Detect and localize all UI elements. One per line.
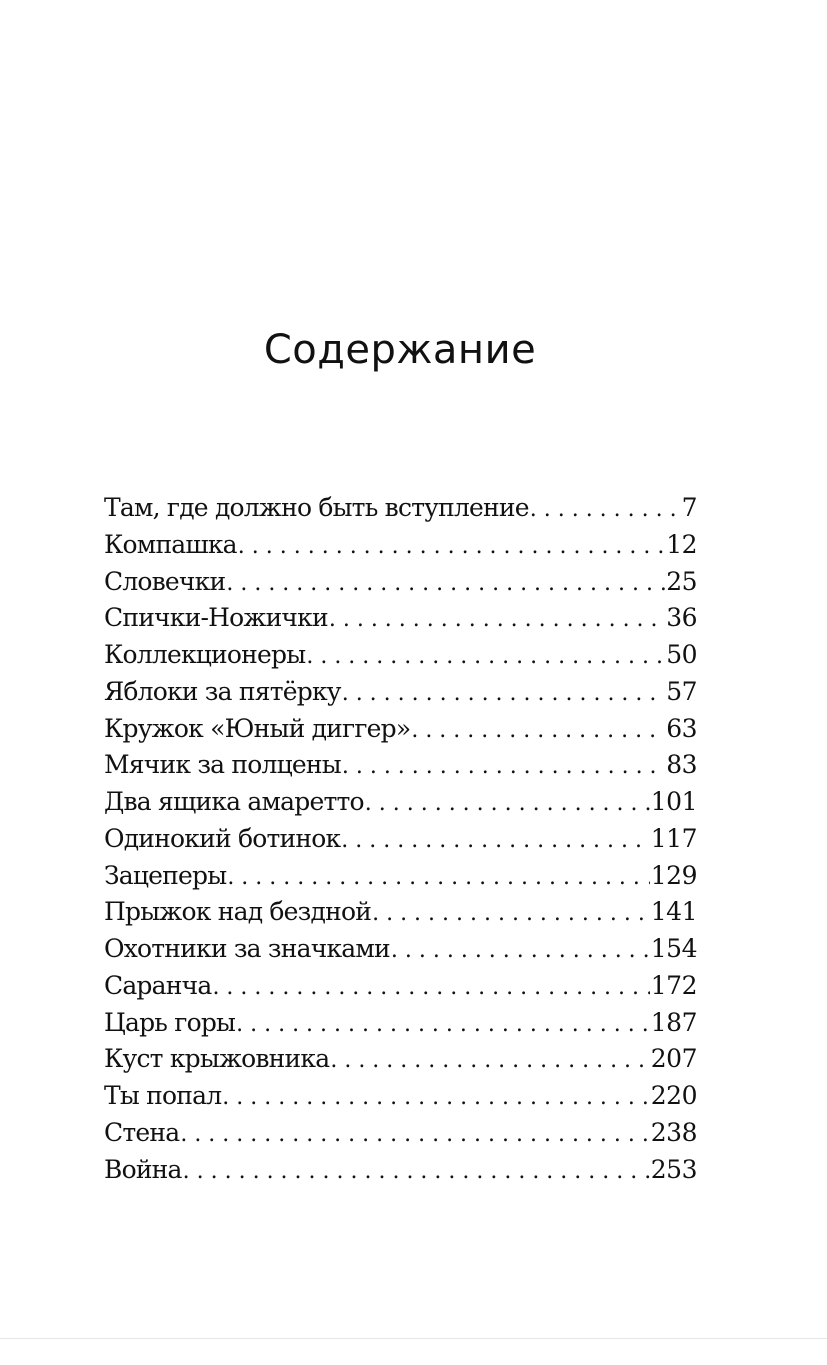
toc-entry xyxy=(104,1041,697,1078)
toc-entry-title: Война xyxy=(104,1154,182,1184)
toc-entry-page: 238 xyxy=(650,1117,697,1147)
toc-entry-page: 129 xyxy=(650,860,697,890)
toc-entry-title: Охотники за значками xyxy=(104,934,390,963)
toc-leader-dots xyxy=(222,1080,649,1115)
toc-entry xyxy=(104,674,697,711)
toc-entry-title: Спички-Ножички xyxy=(104,603,328,633)
toc-entry-page: 207 xyxy=(650,1044,697,1074)
toc-entry-title: Компашка xyxy=(104,529,237,559)
toc-entry xyxy=(104,1078,697,1115)
toc-leader-dots xyxy=(236,1007,650,1042)
toc-entry xyxy=(104,1115,697,1152)
toc-entry-title: Мячик за полцены xyxy=(104,750,341,780)
toc-entry-page: 172 xyxy=(650,970,697,1000)
toc-entry-title: Царь горы xyxy=(104,1007,236,1037)
toc-entry-page: 187 xyxy=(650,1007,697,1037)
toc-leader-dots xyxy=(342,676,665,711)
toc-entry-page: 12 xyxy=(666,529,697,559)
toc-entry-page: 101 xyxy=(650,787,697,816)
toc-leader-dots xyxy=(180,1117,649,1152)
toc-entry xyxy=(104,564,697,601)
toc-entry-page: 83 xyxy=(666,750,697,780)
toc-entry-title: Яблоки за пятёрку xyxy=(104,676,341,706)
toc-entry xyxy=(104,747,697,784)
toc-entry xyxy=(104,968,697,1005)
toc-entry-title: Ты попал xyxy=(104,1081,222,1110)
table-of-contents xyxy=(104,490,697,1188)
toc-leader-dots xyxy=(391,933,650,968)
toc-leader-dots xyxy=(329,602,665,637)
toc-entry xyxy=(104,858,697,895)
page-title: Содержание xyxy=(263,327,537,373)
toc-entry-title: Словечки xyxy=(104,566,226,596)
toc-entry xyxy=(104,1152,697,1189)
toc-entry xyxy=(104,894,697,931)
toc-entry-title: Кружок «Юный диггер» xyxy=(104,713,411,743)
toc-entry-title: Там, где должно быть вступление xyxy=(104,493,529,522)
toc-entry xyxy=(104,784,697,821)
toc-entry-page: 36 xyxy=(666,603,697,633)
toc-entry-page: 117 xyxy=(650,823,697,853)
toc-entry xyxy=(104,711,697,748)
toc-entry-title: Зацеперы xyxy=(104,860,227,890)
toc-leader-dots xyxy=(342,749,665,784)
toc-entry-page: 25 xyxy=(666,566,697,596)
toc-leader-dots xyxy=(330,1043,649,1078)
toc-entry xyxy=(104,637,697,674)
toc-entry xyxy=(104,490,697,527)
toc-entry xyxy=(104,527,697,564)
toc-entry-title: Куст крыжовника xyxy=(104,1044,330,1074)
toc-entry-title: Прыжок над бездной xyxy=(104,897,372,927)
toc-entry-page: 253 xyxy=(650,1154,697,1184)
toc-leader-dots xyxy=(365,786,650,821)
toc-entry-title: Саранча xyxy=(104,970,212,1000)
toc-entry xyxy=(104,600,697,637)
toc-entry-page: 63 xyxy=(666,713,697,743)
toc-entry xyxy=(104,931,697,968)
toc-leader-dots xyxy=(238,529,665,564)
page-bottom-divider xyxy=(0,1338,827,1339)
toc-leader-dots xyxy=(306,639,665,674)
toc-entry-title: Два ящика амаретто xyxy=(104,787,364,816)
toc-leader-dots xyxy=(227,860,649,895)
toc-entry-page: 50 xyxy=(666,640,697,669)
toc-entry-page: 220 xyxy=(650,1081,697,1110)
toc-entry xyxy=(104,821,697,858)
toc-entry-page: 57 xyxy=(666,676,697,706)
toc-entry-page: 7 xyxy=(681,493,697,522)
toc-entry-page: 154 xyxy=(650,934,697,963)
toc-leader-dots xyxy=(226,566,665,601)
toc-leader-dots xyxy=(372,896,650,931)
toc-leader-dots xyxy=(411,713,665,748)
toc-leader-dots xyxy=(341,823,649,858)
toc-leader-dots xyxy=(212,970,649,1005)
toc-entry-title: Коллекционеры xyxy=(104,640,306,669)
toc-leader-dots xyxy=(183,1154,650,1189)
toc-leader-dots xyxy=(530,492,681,527)
toc-entry-page: 141 xyxy=(650,897,697,927)
toc-entry-title: Одинокий ботинок xyxy=(104,823,341,853)
toc-entry xyxy=(104,1005,697,1042)
toc-entry-title: Стена xyxy=(104,1117,180,1147)
